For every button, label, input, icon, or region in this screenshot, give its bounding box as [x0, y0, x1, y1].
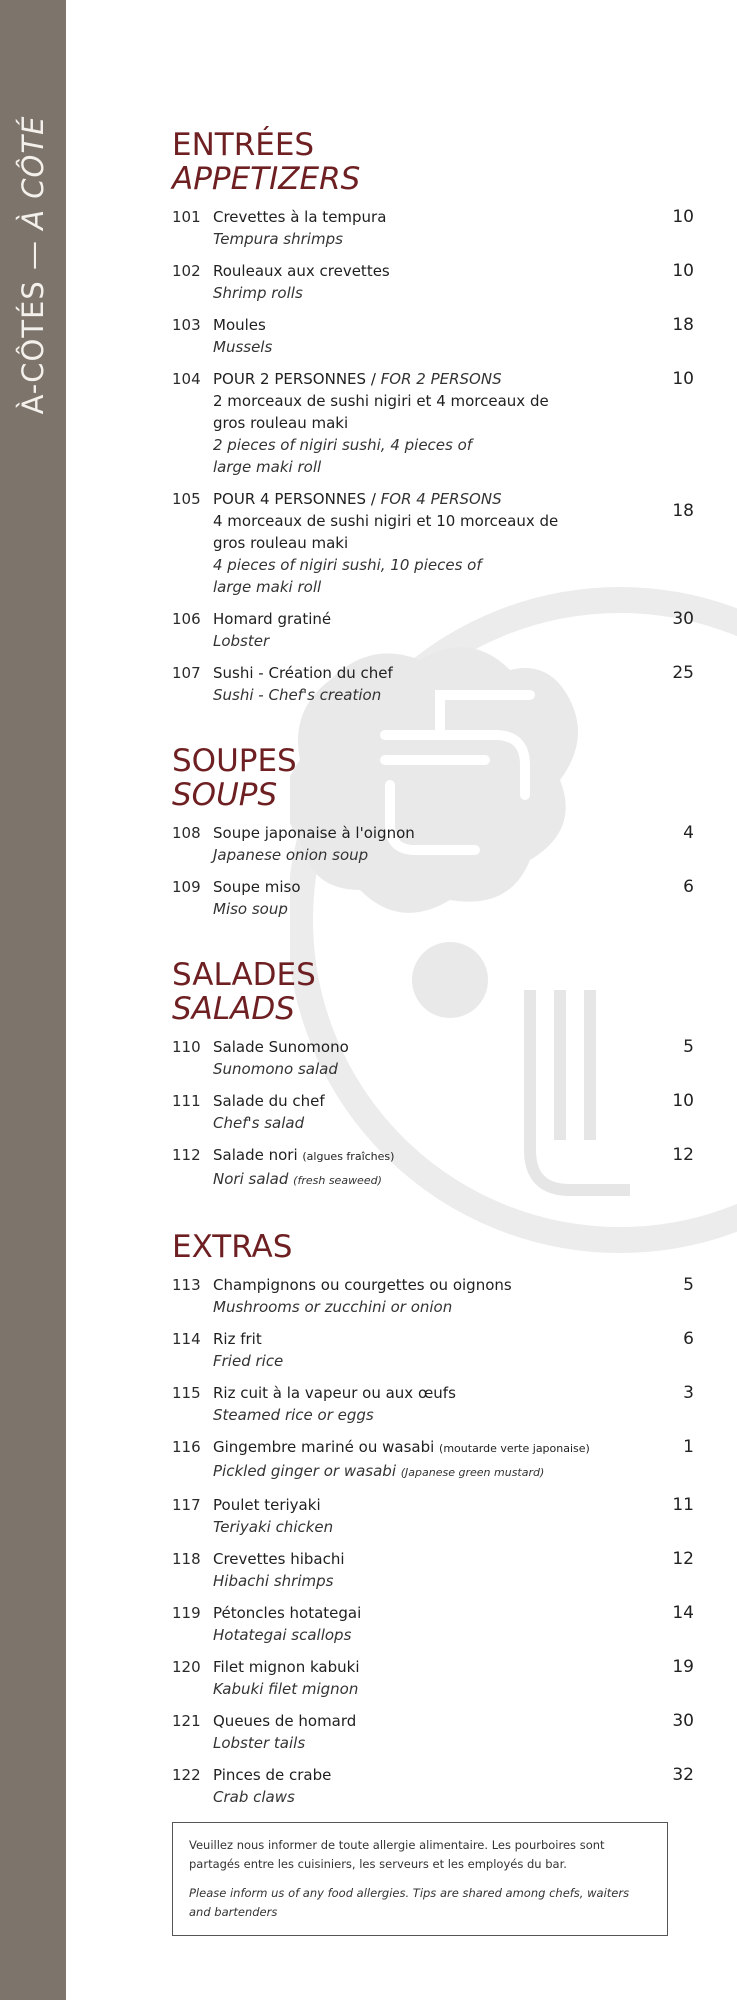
- item-price: 10: [672, 369, 694, 389]
- section-soupes: [172, 744, 692, 920]
- item-name-fr: Soupe miso: [213, 878, 301, 896]
- item-name-fr: Pétoncles hotategai: [213, 1604, 362, 1622]
- menu-item: [172, 488, 692, 598]
- item-desc-fr: 2 morceaux de sushi nigiri et 4 morceaux de gros rouleau maki: [213, 392, 549, 432]
- item-name-fr: Moules: [213, 316, 266, 334]
- item-name-en: Miso soup: [213, 900, 288, 918]
- item-name-fr-note: (moutarde verte japonaise): [439, 1442, 590, 1455]
- item-name-fr: Salade Sunomono: [213, 1038, 349, 1056]
- item-price: 10: [672, 261, 694, 281]
- side-title-en: À CÔTÉ: [16, 115, 50, 230]
- item-name-en: Hotategai scallops: [213, 1626, 352, 1644]
- item-name-fr: Crevettes à la tempura: [213, 208, 387, 226]
- item-number: 109: [172, 878, 201, 896]
- menu-item: [172, 1656, 692, 1700]
- menu-item: [172, 822, 692, 866]
- item-price: 19: [672, 1657, 694, 1677]
- item-price: 5: [683, 1275, 694, 1295]
- menu-item: [172, 1548, 692, 1592]
- item-name-en: Chef's salad: [213, 1114, 305, 1132]
- menu-item: [172, 1382, 692, 1426]
- menu-item: [172, 314, 692, 358]
- item-price: 32: [672, 1765, 694, 1785]
- section-title-en: SALADS: [172, 991, 295, 1027]
- menu-item: [172, 1274, 692, 1318]
- item-name-en: Teriyaki chicken: [213, 1518, 334, 1536]
- item-number: 120: [172, 1658, 201, 1676]
- item-name-fr: Champignons ou courgettes ou oignons: [213, 1276, 512, 1294]
- item-price: 10: [672, 207, 694, 227]
- section-title-en: APPETIZERS: [172, 161, 361, 197]
- item-name-fr: Sushi - Création du chef: [213, 664, 393, 682]
- menu-item: [172, 1710, 692, 1754]
- item-number: 104: [172, 370, 201, 388]
- item-name-en: Japanese onion soup: [213, 846, 369, 864]
- item-name-en: Shrimp rolls: [213, 284, 303, 302]
- item-name-en: Crab claws: [213, 1788, 295, 1806]
- item-number: 119: [172, 1604, 201, 1622]
- side-title-separator: —: [16, 229, 50, 281]
- item-desc-en: 2 pieces of nigiri sushi, 4 pieces of large maki roll: [213, 436, 473, 476]
- item-number: 118: [172, 1550, 201, 1568]
- item-name-fr-note: (algues fraîches): [302, 1150, 395, 1163]
- item-number: 117: [172, 1496, 201, 1514]
- menu-item: [172, 1036, 692, 1080]
- section-title-en: SOUPS: [172, 777, 278, 813]
- section-title-fr: ENTRÉES: [172, 127, 315, 163]
- item-number: 108: [172, 824, 201, 842]
- section-title-fr: EXTRAS: [172, 1229, 293, 1265]
- item-number: 115: [172, 1384, 201, 1402]
- item-number: 116: [172, 1438, 201, 1456]
- item-number: 102: [172, 262, 201, 280]
- item-heading-fr: POUR 4 PERSONNES /: [213, 490, 381, 508]
- menu-item: [172, 1328, 692, 1372]
- menu-item: [172, 1144, 692, 1192]
- item-name-en: Sushi - Chef's creation: [213, 686, 382, 704]
- side-title: [16, 116, 50, 415]
- section-salades: [172, 958, 692, 1192]
- item-price: 12: [672, 1145, 694, 1165]
- item-desc-fr: 4 morceaux de sushi nigiri et 10 morceaux de gros rouleau maki: [213, 512, 559, 552]
- menu-item: [172, 260, 692, 304]
- item-heading-en: FOR 2 PERSONS: [380, 370, 502, 388]
- section-entrees: [172, 128, 692, 706]
- item-name-fr: Soupe japonaise à l'oignon: [213, 824, 415, 842]
- item-number: 113: [172, 1276, 201, 1294]
- item-desc-en: 4 pieces of nigiri sushi, 10 pieces of large maki roll: [213, 556, 482, 596]
- item-name-fr-main: Salade nori: [213, 1146, 298, 1164]
- item-name-en: Mushrooms or zucchini or onion: [213, 1298, 453, 1316]
- item-name-fr: Riz frit: [213, 1330, 262, 1348]
- item-name-fr: Queues de homard: [213, 1712, 357, 1730]
- section-title-fr: SOUPES: [172, 743, 297, 779]
- item-price: 10: [672, 1091, 694, 1111]
- menu-item: [172, 1090, 692, 1134]
- item-price: 18: [672, 315, 694, 335]
- side-title-fr: À-CÔTÉS: [16, 280, 50, 415]
- item-name-en-note: (fresh seaweed): [293, 1174, 382, 1187]
- item-name-en-main: Pickled ginger or wasabi: [213, 1462, 396, 1480]
- item-name-en: [213, 1460, 692, 1484]
- item-heading-fr: POUR 2 PERSONNES /: [213, 370, 381, 388]
- item-name-fr: Riz cuit à la vapeur ou aux œufs: [213, 1384, 456, 1402]
- menu-item: [172, 608, 692, 652]
- item-name-en-main: Nori salad: [213, 1170, 289, 1188]
- item-number: 114: [172, 1330, 201, 1348]
- item-number: 101: [172, 208, 201, 226]
- item-price: 5: [683, 1037, 694, 1057]
- item-number: 107: [172, 664, 201, 682]
- item-price: 30: [672, 609, 694, 629]
- item-number: 105: [172, 490, 201, 508]
- menu-item: [172, 1436, 692, 1484]
- item-name-en: Steamed rice or eggs: [213, 1406, 374, 1424]
- item-price: 18: [672, 501, 694, 521]
- section-title-fr: SALADES: [172, 957, 316, 993]
- item-price: 3: [683, 1383, 694, 1403]
- item-price: 30: [672, 1711, 694, 1731]
- menu-item: [172, 1764, 692, 1808]
- menu-content: [172, 128, 692, 1846]
- allergy-note-en: Please inform us of any food allergies. Tips are shared among chefs, waiters and bartenders: [189, 1886, 630, 1919]
- menu-item: [172, 1494, 692, 1538]
- item-name-en: Mussels: [213, 338, 273, 356]
- item-name-en: Fried rice: [213, 1352, 284, 1370]
- side-bar: [0, 0, 66, 2000]
- menu-item: [172, 662, 692, 706]
- item-number: 122: [172, 1766, 201, 1784]
- item-number: 106: [172, 610, 201, 628]
- item-name-fr: [213, 1436, 692, 1460]
- item-name-en: Hibachi shrimps: [213, 1572, 334, 1590]
- item-name-fr-main: Gingembre mariné ou wasabi: [213, 1438, 435, 1456]
- menu-item: [172, 206, 692, 250]
- item-price: 1: [683, 1437, 694, 1457]
- item-price: 14: [672, 1603, 694, 1623]
- item-name-fr: Homard gratiné: [213, 610, 332, 628]
- item-name-en: Lobster: [213, 632, 270, 650]
- item-number: 103: [172, 316, 201, 334]
- item-name-fr: Salade du chef: [213, 1092, 325, 1110]
- item-price: 4: [683, 823, 694, 843]
- item-number: 110: [172, 1038, 201, 1056]
- item-name-en: Sunomono salad: [213, 1060, 338, 1078]
- item-heading-en: FOR 4 PERSONS: [380, 490, 502, 508]
- menu-item: [172, 876, 692, 920]
- section-extras: [172, 1230, 692, 1808]
- item-name-fr: Crevettes hibachi: [213, 1550, 345, 1568]
- allergy-note: [172, 1822, 668, 1936]
- item-name-en: [213, 1168, 692, 1192]
- item-name-fr: Poulet teriyaki: [213, 1496, 321, 1514]
- item-name-en: Kabuki filet mignon: [213, 1680, 359, 1698]
- item-price: 6: [683, 877, 694, 897]
- item-price: 25: [672, 663, 694, 683]
- item-heading: [213, 488, 692, 510]
- item-number: 111: [172, 1092, 201, 1110]
- item-number: 121: [172, 1712, 201, 1730]
- item-name-en-note: (Japanese green mustard): [400, 1466, 545, 1479]
- menu-item: [172, 1602, 692, 1646]
- item-name-en: Lobster tails: [213, 1734, 306, 1752]
- item-name-fr: Filet mignon kabuki: [213, 1658, 360, 1676]
- allergy-note-fr: Veuillez nous informer de toute allergie alimentaire. Les pourboires sont partagés entre les cuisiniers, les serveurs et les employés du bar.: [189, 1838, 605, 1871]
- item-number: 112: [172, 1146, 201, 1164]
- item-name-en: Tempura shrimps: [213, 230, 343, 248]
- item-name-fr: [213, 1144, 692, 1168]
- item-price: 11: [672, 1495, 694, 1515]
- menu-item: [172, 368, 692, 478]
- item-heading: [213, 368, 692, 390]
- item-price: 12: [672, 1549, 694, 1569]
- item-name-fr: Rouleaux aux crevettes: [213, 262, 390, 280]
- item-name-fr: Pinces de crabe: [213, 1766, 332, 1784]
- item-price: 6: [683, 1329, 694, 1349]
